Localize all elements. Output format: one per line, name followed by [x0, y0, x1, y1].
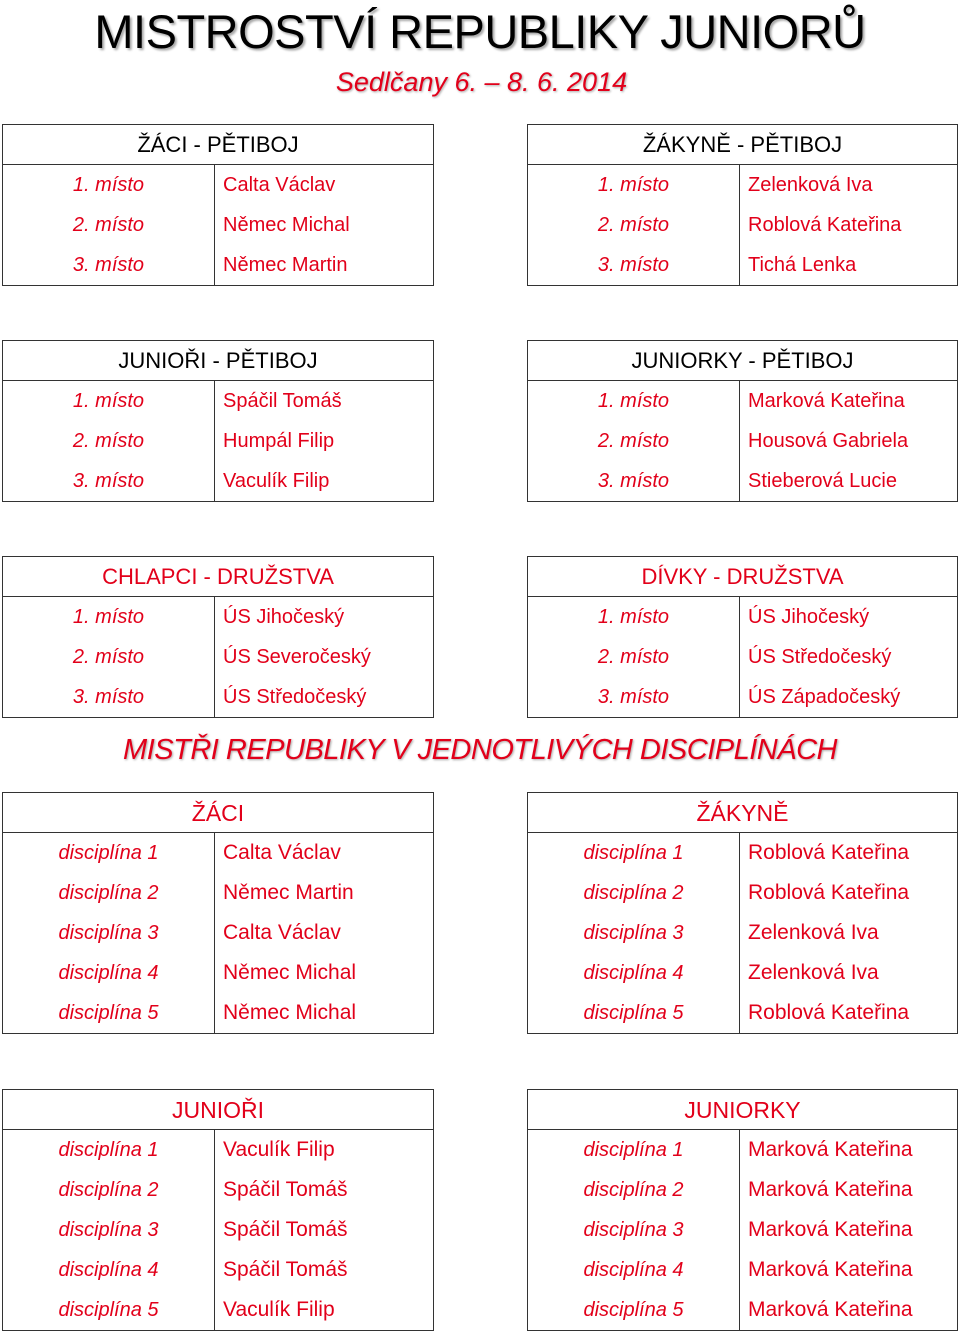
- table-row: [528, 1290, 957, 1330]
- table-juniori-petiboj: [2, 340, 434, 502]
- discipline-label: disciplína 2: [583, 882, 684, 904]
- discipline-label: disciplína 1: [583, 1139, 684, 1161]
- place-label: 2. místo: [597, 430, 670, 452]
- table-row: [528, 873, 957, 913]
- winner-name: Spáčil Tomáš: [223, 390, 342, 412]
- winner-name: Tichá Lenka: [748, 254, 857, 276]
- table-zaci-petiboj: [2, 124, 434, 286]
- page-title: MISTROSTVÍ REPUBLIKY JUNIORŮ: [94, 5, 866, 58]
- discipline-label: disciplína 5: [583, 1002, 684, 1024]
- winner-name: Marková Kateřina: [748, 1298, 913, 1321]
- discipline-label: disciplína 4: [583, 962, 684, 984]
- table-header: ŽÁKYNĚ: [528, 793, 957, 833]
- table-row: [528, 421, 957, 461]
- table-row: [3, 205, 433, 245]
- discipline-label: disciplína 3: [58, 1219, 159, 1241]
- place-label: 3. místo: [72, 470, 145, 492]
- section-heading-disciplines: MISTŘI REPUBLIKY V JEDNOTLIVÝCH DISCIPLÍNÁCH: [123, 734, 837, 766]
- table-chlapci-druzstva: [2, 556, 434, 718]
- table-row: [528, 597, 957, 637]
- discipline-label: disciplína 5: [58, 1002, 159, 1024]
- winner-name: Marková Kateřina: [748, 1178, 913, 1201]
- winner-name: Marková Kateřina: [748, 390, 905, 412]
- winner-name: ÚS Středočeský: [748, 646, 892, 668]
- discipline-label: disciplína 1: [58, 842, 159, 864]
- place-label: 1. místo: [72, 174, 145, 196]
- winner-name: ÚS Západočeský: [748, 686, 901, 708]
- table-header: JUNIOŘI - PĚTIBOJ: [3, 341, 433, 381]
- table-row: [3, 677, 433, 717]
- table-row: [3, 993, 433, 1033]
- place-label: 1. místo: [597, 174, 670, 196]
- table-row: [528, 461, 957, 501]
- discipline-label: disciplína 3: [58, 922, 159, 944]
- table-row: [528, 381, 957, 421]
- table-header: ŽÁCI - PĚTIBOJ: [3, 125, 433, 165]
- winner-name: Marková Kateřina: [748, 1258, 913, 1281]
- place-label: 1. místo: [72, 606, 145, 628]
- winner-name: ÚS Středočeský: [223, 686, 367, 708]
- table-row: [3, 913, 433, 953]
- table-row: [3, 833, 433, 873]
- winner-name: Vaculík Filip: [223, 1138, 335, 1161]
- winner-name: Roblová Kateřina: [748, 1001, 910, 1024]
- event-subtitle-text: Sedlčany 6. – 8. 6. 2014: [335, 67, 628, 97]
- discipline-label: disciplína 2: [58, 882, 159, 904]
- table-row: [528, 677, 957, 717]
- discipline-label: disciplína 2: [58, 1179, 159, 1201]
- event-subtitle: [0, 62, 960, 102]
- table-row: [528, 1250, 957, 1290]
- winner-name: Roblová Kateřina: [748, 214, 902, 236]
- table-row: [528, 1130, 957, 1170]
- table-header: JUNIORKY: [528, 1090, 957, 1130]
- winner-name: Spáčil Tomáš: [223, 1218, 348, 1241]
- discipline-label: disciplína 3: [583, 922, 684, 944]
- table-zaci-discipliny: [2, 792, 434, 1034]
- table-row: [528, 913, 957, 953]
- discipline-label: disciplína 4: [58, 962, 159, 984]
- winner-name: Vaculík Filip: [223, 1298, 335, 1321]
- table-row: [3, 1130, 433, 1170]
- table-row: [528, 165, 957, 205]
- table-header: JUNIORKY - PĚTIBOJ: [528, 341, 957, 381]
- table-row: [528, 993, 957, 1033]
- winner-name: Němec Martin: [223, 254, 348, 276]
- discipline-label: disciplína 5: [583, 1299, 684, 1321]
- place-label: 2. místo: [72, 214, 145, 236]
- discipline-label: disciplína 4: [583, 1259, 684, 1281]
- table-row: [3, 461, 433, 501]
- winner-name: Calta Václav: [223, 174, 336, 196]
- winner-name: ÚS Jihočeský: [223, 606, 345, 628]
- table-juniorky-petiboj: [527, 340, 958, 502]
- winner-name: Calta Václav: [223, 921, 341, 944]
- place-label: 1. místo: [72, 390, 145, 412]
- table-header: ŽÁCI: [3, 793, 433, 833]
- place-label: 3. místo: [597, 686, 670, 708]
- table-row: [3, 421, 433, 461]
- winner-name: Roblová Kateřina: [748, 841, 910, 864]
- discipline-label: disciplína 3: [583, 1219, 684, 1241]
- table-row: [528, 1170, 957, 1210]
- place-label: 1. místo: [597, 390, 670, 412]
- table-header: CHLAPCI - DRUŽSTVA: [3, 557, 433, 597]
- table-row: [3, 637, 433, 677]
- winner-name: Zelenková Iva: [748, 174, 873, 196]
- table-header: DÍVKY - DRUŽSTVA: [528, 557, 957, 597]
- place-label: 3. místo: [72, 254, 145, 276]
- winner-name: Stieberová Lucie: [748, 470, 897, 492]
- table-row: [3, 597, 433, 637]
- table-row: [528, 205, 957, 245]
- table-row: [3, 381, 433, 421]
- winner-name: Humpál Filip: [223, 430, 335, 452]
- winner-name: Němec Michal: [223, 1001, 357, 1024]
- table-row: [528, 833, 957, 873]
- table-row: [3, 1290, 433, 1330]
- winner-name: Marková Kateřina: [748, 1138, 913, 1161]
- place-label: 3. místo: [72, 686, 145, 708]
- discipline-label: disciplína 4: [58, 1259, 159, 1281]
- table-row: [3, 873, 433, 913]
- table-header: JUNIOŘI: [3, 1090, 433, 1130]
- place-label: 2. místo: [597, 214, 670, 236]
- table-zakyne-petiboj: [527, 124, 958, 286]
- table-row: [528, 637, 957, 677]
- table-row: [3, 1210, 433, 1250]
- winner-name: Němec Martin: [223, 881, 354, 904]
- place-label: 3. místo: [597, 470, 670, 492]
- place-label: 3. místo: [597, 254, 670, 276]
- table-row: [3, 245, 433, 285]
- table-juniori-discipliny: [2, 1089, 434, 1331]
- table-juniorky-discipliny: [527, 1089, 958, 1331]
- place-label: 2. místo: [72, 646, 145, 668]
- place-label: 2. místo: [72, 430, 145, 452]
- table-row: [528, 245, 957, 285]
- table-row: [528, 1210, 957, 1250]
- table-row: [3, 1170, 433, 1210]
- discipline-label: disciplína 2: [583, 1179, 684, 1201]
- place-label: 1. místo: [597, 606, 670, 628]
- winner-name: Spáčil Tomáš: [223, 1258, 348, 1281]
- winner-name: Roblová Kateřina: [748, 881, 910, 904]
- table-row: [3, 1250, 433, 1290]
- place-label: 2. místo: [597, 646, 670, 668]
- winner-name: Housová Gabriela: [748, 430, 909, 452]
- winner-name: Spáčil Tomáš: [223, 1178, 348, 1201]
- discipline-label: disciplína 1: [583, 842, 684, 864]
- winner-name: Calta Václav: [223, 841, 341, 864]
- table-row: [3, 953, 433, 993]
- winner-name: ÚS Jihočeský: [748, 606, 870, 628]
- discipline-label: disciplína 1: [58, 1139, 159, 1161]
- table-divky-druzstva: [527, 556, 958, 718]
- table-zakyne-discipliny: [527, 792, 958, 1034]
- discipline-label: disciplína 5: [58, 1299, 159, 1321]
- winner-name: Němec Michal: [223, 214, 350, 236]
- winner-name: ÚS Severočeský: [223, 646, 371, 668]
- table-header: ŽÁKYNĚ - PĚTIBOJ: [528, 125, 957, 165]
- table-row: [3, 165, 433, 205]
- table-row: [528, 953, 957, 993]
- winner-name: Marková Kateřina: [748, 1218, 913, 1241]
- winner-name: Vaculík Filip: [223, 470, 330, 492]
- winner-name: Zelenková Iva: [748, 921, 879, 944]
- winner-name: Němec Michal: [223, 961, 357, 984]
- winner-name: Zelenková Iva: [748, 961, 879, 984]
